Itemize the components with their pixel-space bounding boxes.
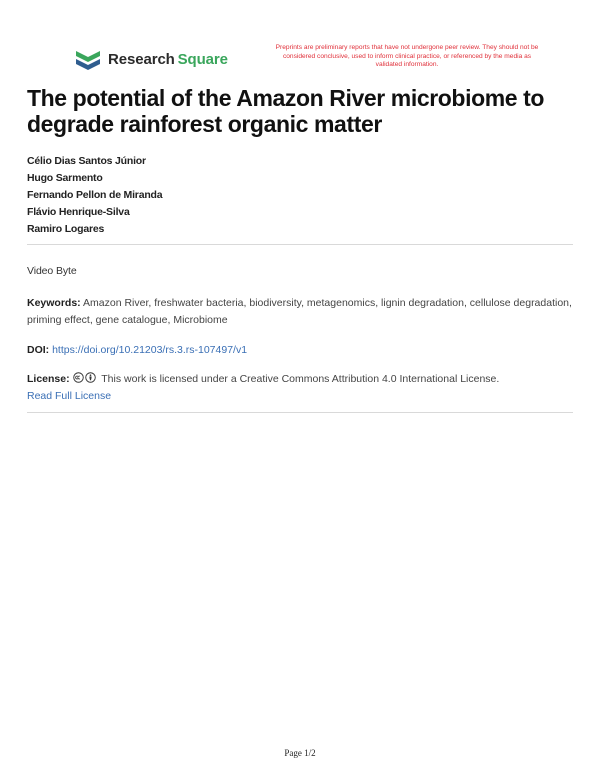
author-name: Hugo Sarmento xyxy=(27,172,103,184)
cc-by-icon xyxy=(85,372,96,383)
read-full-license-link[interactable]: Read Full License xyxy=(27,390,112,402)
research-square-logo-icon xyxy=(74,48,102,70)
author-name: Ramiro Logares xyxy=(27,223,105,235)
page-title: The potential of the Amazon River microbiome to degrade rainforest organic matter xyxy=(27,85,545,137)
keywords-label: Keywords: xyxy=(27,297,81,309)
doi-label: DOI: xyxy=(27,344,50,356)
author-name: Flávio Henrique-Silva xyxy=(27,206,130,218)
logo-word-research: Research xyxy=(108,50,175,68)
divider xyxy=(27,412,573,413)
article-type: Video Byte xyxy=(27,265,77,277)
doi-section xyxy=(27,342,573,359)
logo-text xyxy=(108,51,228,68)
author-name: Célio Dias Santos Júnior xyxy=(27,155,146,167)
preprint-disclaimer: Preprints are preliminary reports that have not undergone peer review. They should not be considered conclusive, used to inform clinical practice, or referenced by the media as validated information. xyxy=(275,44,539,69)
cc-icon xyxy=(73,372,84,383)
logo-word-square: Square xyxy=(177,50,228,68)
doi-link[interactable]: https://doi.org/10.21203/rs.3.rs-107497/v1 xyxy=(52,344,248,356)
research-square-logo[interactable] xyxy=(74,48,228,70)
keywords-section xyxy=(27,295,573,329)
license-section xyxy=(27,371,573,405)
license-label: License: xyxy=(27,373,70,385)
cc-badge xyxy=(73,372,96,383)
author-list xyxy=(27,153,162,238)
divider xyxy=(27,244,573,245)
keywords-value: Amazon River, freshwater bacteria, biodiversity, metagenomics, lignin degradation, cellulose degradation, priming effect, gene catalogue, Microbiome xyxy=(27,297,572,326)
author-name: Fernando Pellon de Miranda xyxy=(27,189,163,201)
license-text: This work is licensed under a Creative Commons Attribution 4.0 International License. xyxy=(101,373,500,385)
page-number: Page 1/2 xyxy=(284,748,316,758)
